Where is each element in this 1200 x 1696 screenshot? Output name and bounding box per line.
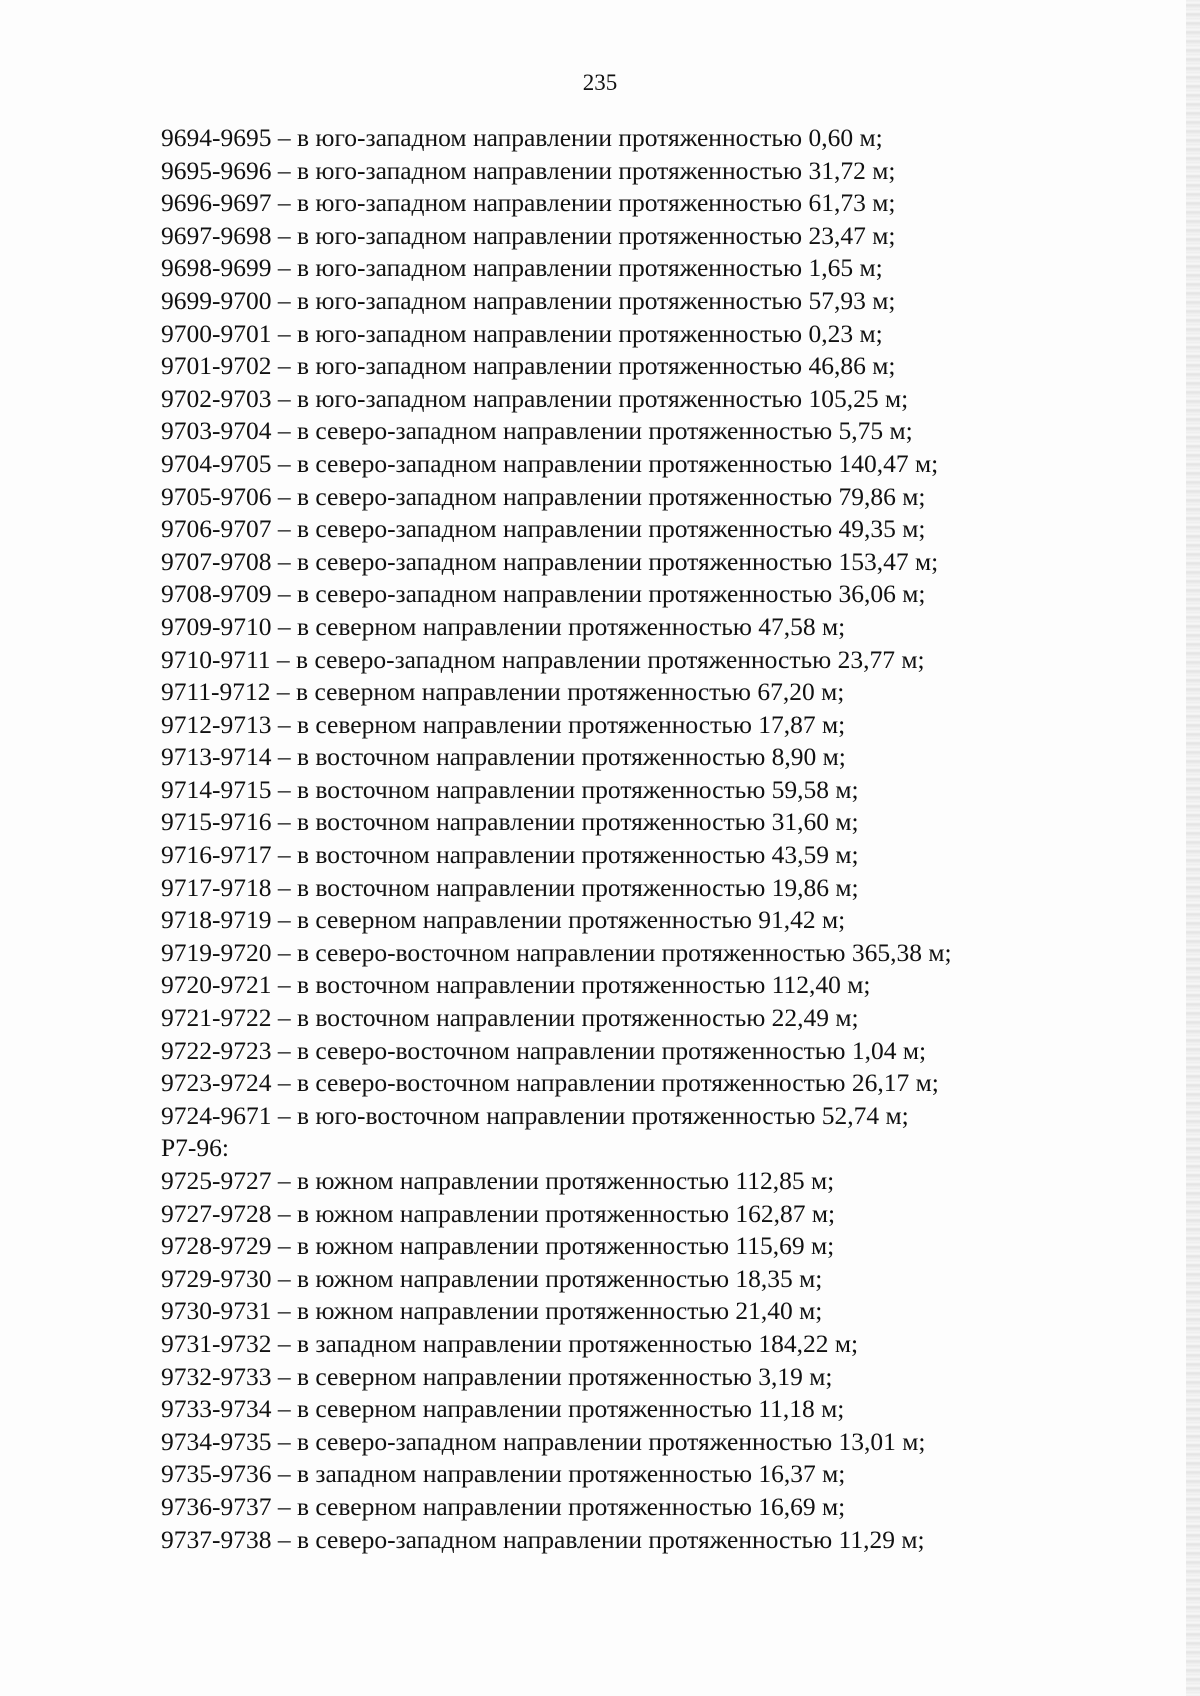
boundary-segment-line: 9709-9710 – в северном направлении протяженностью 47,58 м; bbox=[161, 611, 846, 641]
boundary-segment-line: 9730-9731 – в южном направлении протяженностью 21,40 м; bbox=[161, 1296, 823, 1326]
boundary-segment-line: 9713-9714 – в восточном направлении протяженностью 8,90 м; bbox=[161, 742, 846, 772]
boundary-segment-line: 9723-9724 – в северо-восточном направлении протяженностью 26,17 м; bbox=[161, 1068, 939, 1098]
boundary-segment-line: 9710-9711 – в северо-западном направлении протяженностью 23,77 м; bbox=[161, 644, 925, 674]
boundary-segment-line: 9724-9671 – в юго-восточном направлении протяженностью 52,74 м; bbox=[161, 1100, 909, 1130]
boundary-segment-line: 9708-9709 – в северо-западном направлении протяженностью 36,06 м; bbox=[161, 579, 926, 609]
boundary-segment-line: 9734-9735 – в северо-западном направлении протяженностью 13,01 м; bbox=[161, 1426, 926, 1456]
boundary-segment-line: 9705-9706 – в северо-западном направлении протяженностью 79,86 м; bbox=[161, 481, 926, 511]
boundary-segment-line: 9697-9698 – в юго-западном направлении протяженностью 23,47 м; bbox=[161, 220, 896, 250]
boundary-segment-line: 9712-9713 – в северном направлении протяженностью 17,87 м; bbox=[161, 709, 846, 739]
boundary-segment-line: 9736-9737 – в северном направлении протяженностью 16,69 м; bbox=[161, 1491, 846, 1521]
scan-edge bbox=[1186, 0, 1200, 1696]
boundary-segment-line: 9695-9696 – в юго-западном направлении протяженностью 31,72 м; bbox=[161, 155, 896, 185]
boundary-segment-line: 9728-9729 – в южном направлении протяженностью 115,69 м; bbox=[161, 1231, 835, 1261]
boundary-segment-line: 9732-9733 – в северном направлении протяженностью 3,19 м; bbox=[161, 1361, 833, 1391]
boundary-segment-line: 9718-9719 – в северном направлении протяженностью 91,42 м; bbox=[161, 905, 846, 935]
boundary-segment-line: 9727-9728 – в южном направлении протяженностью 162,87 м; bbox=[161, 1198, 836, 1228]
boundary-segment-line: 9703-9704 – в северо-западном направлении протяженностью 5,75 м; bbox=[161, 416, 913, 446]
boundary-segment-line: 9721-9722 – в восточном направлении протяженностью 22,49 м; bbox=[161, 1003, 859, 1033]
boundary-segment-line: 9717-9718 – в восточном направлении протяженностью 19,86 м; bbox=[161, 872, 859, 902]
boundary-segment-line: 9733-9734 – в северном направлении протяженностью 11,18 м; bbox=[161, 1394, 845, 1424]
boundary-segment-line: 9704-9705 – в северо-западном направлении протяженностью 140,47 м; bbox=[161, 448, 939, 478]
boundary-segment-line: 9720-9721 – в восточном направлении протяженностью 112,40 м; bbox=[161, 970, 871, 1000]
boundary-segment-line: 9715-9716 – в восточном направлении протяженностью 31,60 м; bbox=[161, 807, 859, 837]
boundary-segment-line: 9714-9715 – в восточном направлении протяженностью 59,58 м; bbox=[161, 774, 859, 804]
boundary-segment-line: 9737-9738 – в северо-западном направлении протяженностью 11,29 м; bbox=[161, 1524, 925, 1554]
boundary-segment-line: 9699-9700 – в юго-западном направлении протяженностью 57,93 м; bbox=[161, 285, 896, 315]
boundary-segment-line: 9719-9720 – в северо-восточном направлении протяженностью 365,38 м; bbox=[161, 937, 952, 967]
boundary-segment-line: 9735-9736 – в западном направлении протяженностью 16,37 м; bbox=[161, 1459, 846, 1489]
boundary-segment-line: 9700-9701 – в юго-западном направлении протяженностью 0,23 м; bbox=[161, 318, 883, 348]
boundary-segment-line: 9702-9703 – в юго-западном направлении протяженностью 105,25 м; bbox=[161, 383, 909, 413]
boundary-segment-line: 9722-9723 – в северо-восточном направлении протяженностью 1,04 м; bbox=[161, 1035, 927, 1065]
boundary-segment-line: 9698-9699 – в юго-западном направлении протяженностью 1,65 м; bbox=[161, 253, 883, 283]
section-heading: Р7-96: bbox=[161, 1133, 230, 1163]
boundary-segment-line: 9711-9712 – в северном направлении протяженностью 67,20 м; bbox=[161, 677, 845, 707]
boundary-segment-line: 9694-9695 – в юго-западном направлении протяженностью 0,60 м; bbox=[161, 123, 883, 152]
boundary-segment-line: 9725-9727 – в южном направлении протяженностью 112,85 м; bbox=[161, 1166, 835, 1195]
boundary-segment-line: 9701-9702 – в юго-западном направлении протяженностью 46,86 м; bbox=[161, 351, 896, 381]
boundary-segment-line: 9707-9708 – в северо-западном направлении протяженностью 153,47 м; bbox=[161, 546, 939, 576]
boundary-segment-line: 9729-9730 – в южном направлении протяженностью 18,35 м; bbox=[161, 1263, 823, 1293]
boundary-segment-line: 9716-9717 – в восточном направлении протяженностью 43,59 м; bbox=[161, 840, 859, 870]
boundary-segment-line: 9696-9697 – в юго-западном направлении протяженностью 61,73 м; bbox=[161, 188, 896, 218]
boundary-segment-line: 9731-9732 – в западном направлении протяженностью 184,22 м; bbox=[161, 1328, 859, 1358]
page-number: 235 bbox=[582, 70, 618, 95]
boundary-segment-line: 9706-9707 – в северо-западном направлении протяженностью 49,35 м; bbox=[161, 514, 926, 544]
boundary-segment-list bbox=[161, 122, 1081, 1556]
